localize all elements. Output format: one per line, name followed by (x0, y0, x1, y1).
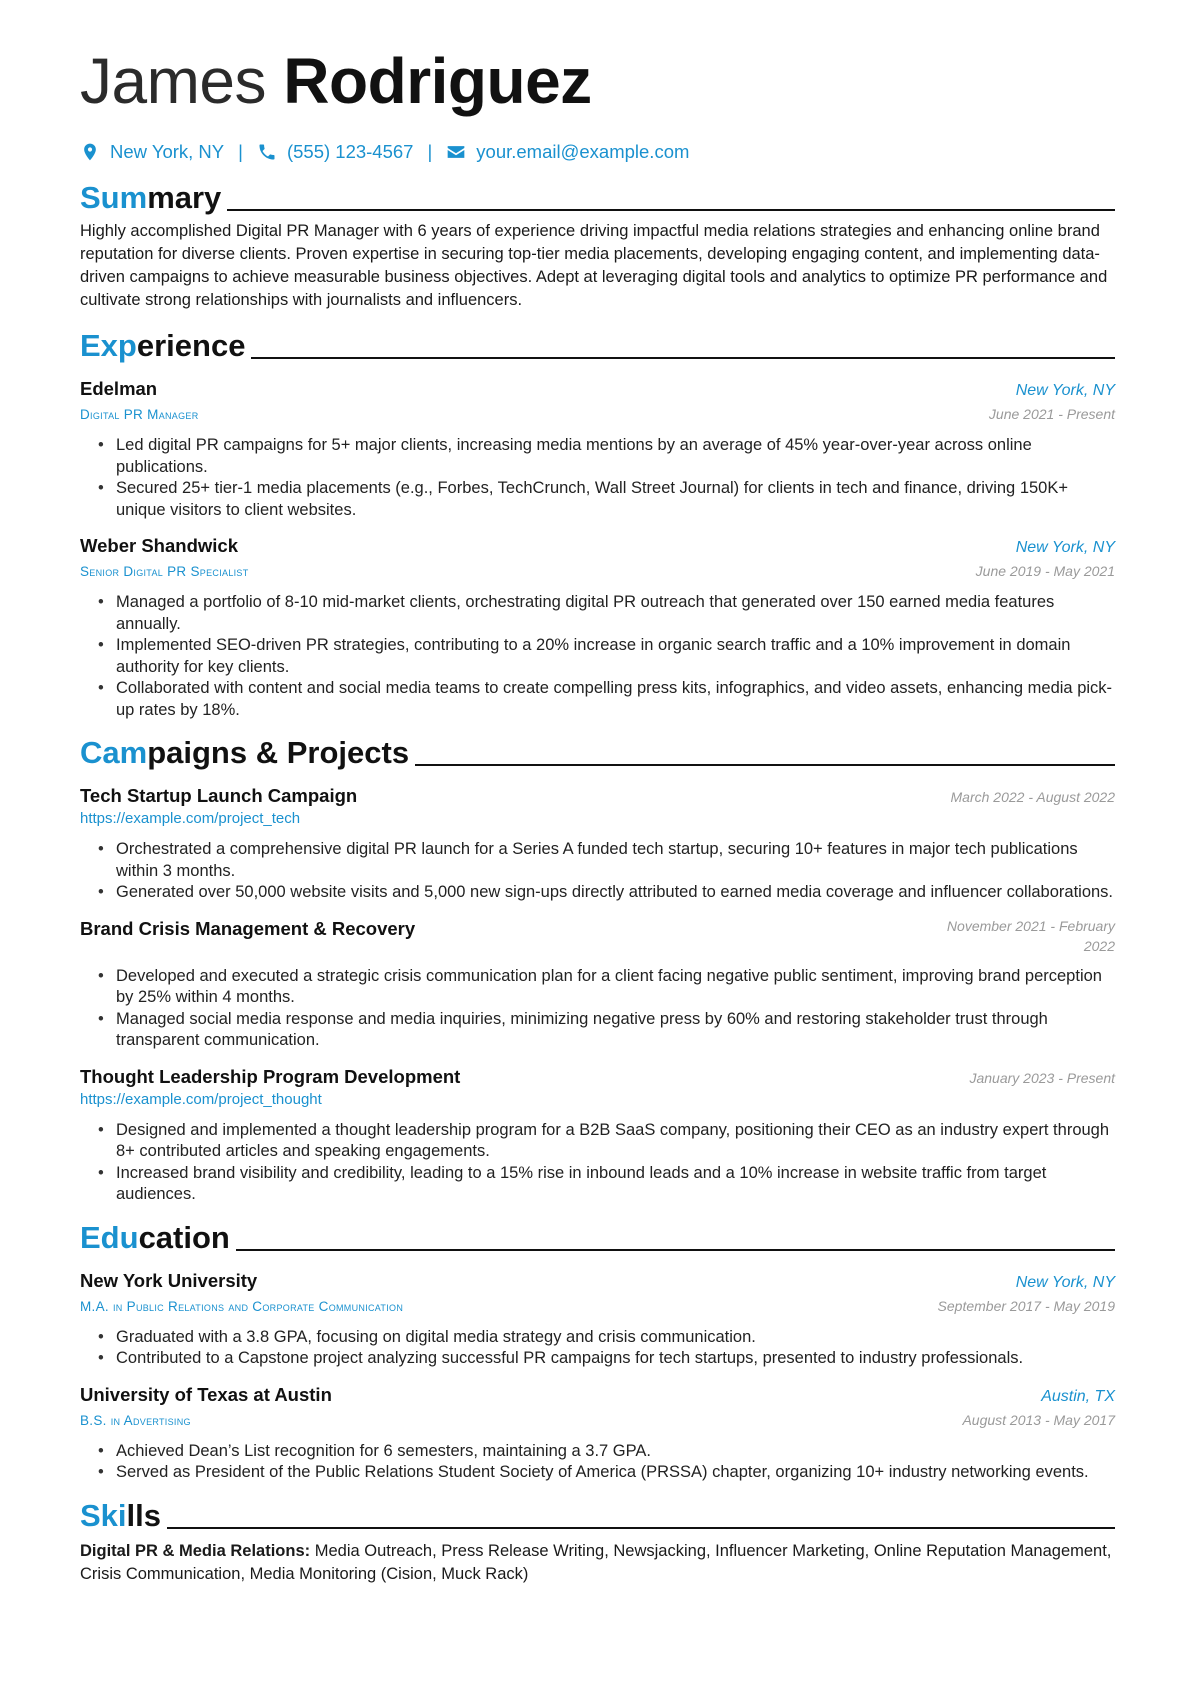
bullet-item: • Achieved Dean’s List recognition for 6 semesters, maintaining a 3.7 GPA. (98, 1441, 1115, 1463)
section-header-projects (80, 731, 1115, 771)
education-entry (80, 1382, 1115, 1484)
section-title-rest: paigns & Projects (147, 735, 410, 770)
section-title-accent: Edu (80, 1219, 139, 1255)
section-rule (251, 357, 1115, 359)
skill-category: Digital PR & Media Relations: (80, 1541, 311, 1560)
bullet-item: • Secured 25+ tier-1 media placements (e.g., Forbes, TechCrunch, Wall Street Journal) for clients in tech and finance, driving 150K+ unique visitors to client websites. (98, 478, 1115, 521)
bullet-item: • Increased brand visibility and credibility, leading to a 15% rise in inbound leads and a 10% increase in website traffic from target audiences. (98, 1163, 1115, 1206)
bullet-item: • Generated over 50,000 website visits and 5,000 new sign-ups directly attributed to earned media coverage and influencer collaborations. (98, 882, 1115, 904)
job-dates: June 2021 - Present (988, 406, 1115, 422)
section-title (80, 180, 221, 216)
contact-email[interactable] (446, 141, 689, 163)
bullet-item: • Managed a portfolio of 8-10 mid-market clients, orchestrating digital PR outreach that generated over 150 earned media features annually. (98, 592, 1115, 635)
section-title (80, 328, 245, 364)
job-company: Edelman (80, 378, 158, 399)
section-title-accent: Exp (80, 328, 137, 363)
candidate-name (80, 38, 1115, 124)
project-dates: November 2021 - February 2022 (946, 917, 1115, 954)
education-entry (80, 1268, 1115, 1370)
first-name: James (80, 45, 266, 117)
bullet-item: • Designed and implemented a thought leadership program for a B2B SaaS company, positioning their CEO as an industry expert through 8+ contributed articles and speaking engagements. (98, 1120, 1115, 1163)
section-rule (236, 1249, 1115, 1251)
education-bullets (98, 1327, 1115, 1370)
section-title (80, 735, 409, 771)
project-name: Tech Startup Launch Campaign (80, 785, 358, 806)
section-title-rest: cation (138, 1219, 230, 1255)
project-name: Thought Leadership Program Development (80, 1065, 461, 1087)
project-bullets (98, 1120, 1115, 1206)
bullet-item: • Collaborated with content and social media teams to create compelling press kits, infographics, and video assets, enhancing media pick-up rates by 18%. (98, 678, 1115, 721)
job-dates: June 2019 - May 2021 (975, 563, 1115, 579)
section-title-rest: erience (136, 328, 246, 363)
section-title (80, 1498, 161, 1534)
bullet-item: • Developed and executed a strategic crisis communication plan for a client facing negative public sentiment, improving brand perception by 25% within 4 months. (98, 966, 1115, 1009)
bullet-item: • Led digital PR campaigns for 5+ major clients, increasing media mentions by an average of 45% year-over-year across online publications. (98, 435, 1115, 478)
job-role: Digital PR Manager (80, 407, 199, 422)
job-location: New York, NY (1015, 382, 1115, 399)
last-name: Rodriguez (283, 45, 592, 117)
school-dates: September 2017 - May 2019 (937, 1297, 1115, 1314)
section-title-accent: Cam (80, 735, 148, 770)
section-header-skills (80, 1494, 1115, 1534)
degree: M.A. in Public Relations and Corporate Communication (80, 1298, 404, 1314)
section-rule (227, 209, 1115, 211)
job-company: Weber Shandwick (80, 535, 238, 556)
job-bullets (98, 435, 1115, 521)
bullet-item: • Graduated with a 3.8 GPA, focusing on digital media strategy and crisis communication. (98, 1327, 1115, 1349)
job-entry (80, 376, 1115, 521)
envelope-icon (446, 142, 466, 162)
bullet-item: • Served as President of the Public Relations Student Society of America (PRSSA) chapter, organizing 10+ industry networking events. (98, 1462, 1115, 1484)
bullet-item: • Managed social media response and media inquiries, minimizing negative press by 60% and restoring stakeholder trust through transparent communication. (98, 1009, 1115, 1052)
school-name: University of Texas at Austin (80, 1383, 332, 1405)
project-dates: March 2022 - August 2022 (950, 789, 1115, 805)
section-header-experience (80, 324, 1115, 364)
skills-line (80, 1540, 1115, 1586)
school-location: Austin, TX (1041, 1387, 1115, 1405)
job-bullets (98, 592, 1115, 721)
contact-location (80, 141, 224, 163)
school-location: New York, NY (1015, 1273, 1115, 1291)
location-text: New York, NY (110, 141, 225, 162)
project-bullets (98, 966, 1115, 1052)
job-role: Senior Digital PR Specialist (80, 564, 249, 579)
project-dates: January 2023 - Present (969, 1069, 1115, 1086)
map-pin-icon (80, 142, 100, 162)
section-rule (167, 1527, 1115, 1529)
school-name: New York University (80, 1269, 258, 1291)
summary-text: Highly accomplished Digital PR Manager with 6 years of experience driving impactful media relations strategies and enhancing online brand reputation for diverse clients. Proven expertise in securing top-tier media placements, developing engaging content, and implementing data-driven campaigns to achieve measurable business objectives. Adept at leveraging digital tools and analytics to optimize PR performance and cultivate strong relationships with journalists and influencers. (80, 222, 1108, 309)
section-title (80, 1220, 230, 1256)
contact-separator: | (238, 141, 243, 162)
education-bullets (98, 1441, 1115, 1484)
section-title-rest: mary (147, 180, 222, 215)
project-entry (80, 1064, 1115, 1206)
section-title-accent: Ski (80, 1497, 127, 1533)
school-dates: August 2013 - May 2017 (962, 1411, 1115, 1428)
project-link[interactable]: https://example.com/project_thought (80, 1090, 322, 1108)
project-name: Brand Crisis Management & Recovery (80, 917, 416, 939)
project-entry (80, 783, 1115, 904)
bullet-item: • Orchestrated a comprehensive digital PR launch for a Series A funded tech startup, securing 10+ features in major tech publications within 3 months. (98, 839, 1115, 882)
phone-icon (257, 142, 277, 162)
project-entry (80, 916, 1115, 1052)
section-header-education (80, 1216, 1115, 1256)
project-link[interactable]: https://example.com/project_tech (80, 810, 301, 827)
section-title-accent: Sum (80, 180, 148, 215)
project-bullets (98, 839, 1115, 904)
bullet-item: • Implemented SEO-driven PR strategies, contributing to a 20% increase in organic search traffic and a 10% improvement in domain authority for key clients. (98, 635, 1115, 678)
bullet-item: • Contributed to a Capstone project analyzing successful PR campaigns for tech startups, presented to industry professionals. (98, 1348, 1115, 1370)
phone-text: (555) 123-4567 (286, 141, 414, 162)
job-entry (80, 533, 1115, 721)
skill-list: Media Outreach, Press Release Writing, Newsjacking, Influencer Marketing, Online Reputation Management, Crisis Communication, Media Monitoring (Cision, Muck Rack) (80, 1541, 1112, 1583)
section-header-summary (80, 176, 1115, 216)
contact-bar (80, 138, 1115, 166)
section-rule (415, 764, 1115, 766)
contact-separator: | (427, 141, 433, 162)
job-location: New York, NY (1015, 539, 1115, 556)
section-title-rest: lls (126, 1497, 161, 1533)
contact-phone[interactable] (257, 141, 414, 163)
email-text: your.email@example.com (476, 141, 690, 162)
degree: B.S. in Advertising (80, 1412, 191, 1428)
